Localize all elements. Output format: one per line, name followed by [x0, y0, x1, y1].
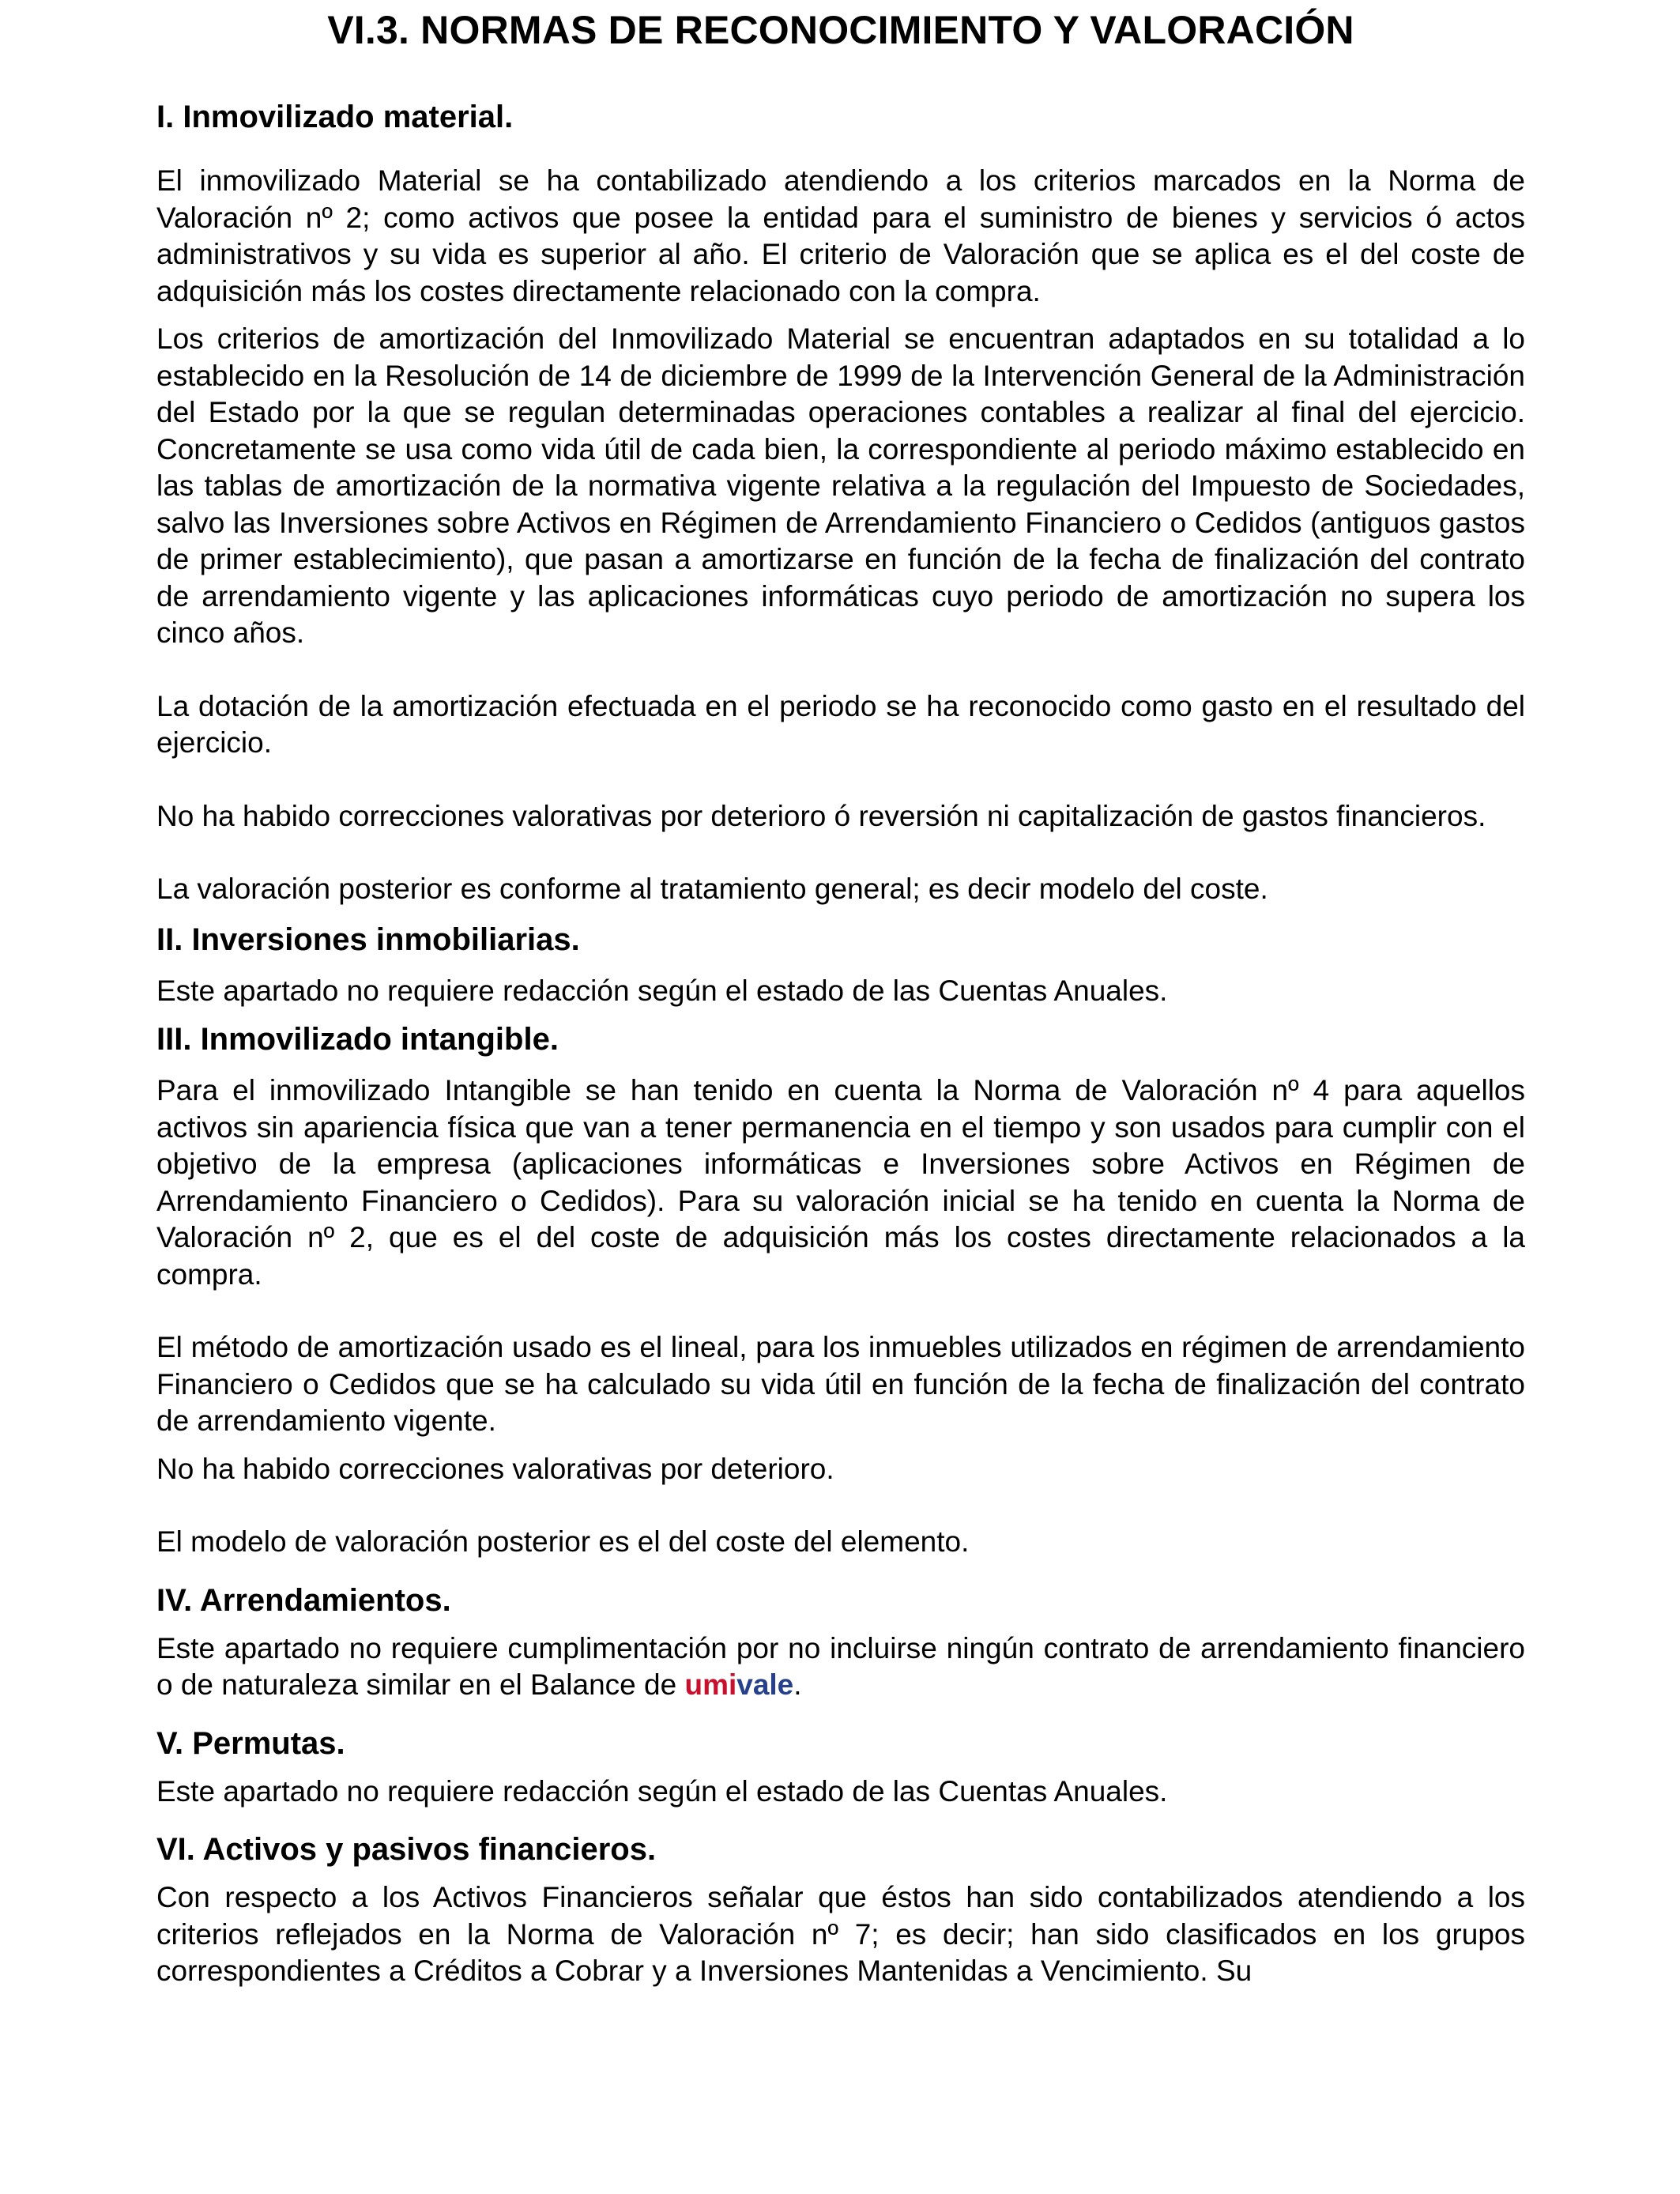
paragraph: Los criterios de amortización del Inmovilizado Material se encuentran adaptados en su totalidad a lo establecido en la Resolución de 14 de diciembre de 1999 de la Intervención General de la Administración del Estado por la que se regulan determinadas operaciones contables a realizar al final del ejercicio. Concretamente se usa como vida útil de cada bien, la correspondiente al periodo máximo establecido en las tablas de amortización de la normativa vigente relativa a la regulación del Impuesto de Sociedades, salvo las Inversiones sobre Activos en Régimen de Arrendamiento Financiero o Cedidos (antiguos gastos de primer establecimiento), que pasan a amortizarse en función de la fecha de finalización del contrato de arrendamiento vigente y las aplicaciones informáticas cuyo periodo de amortización no supera los cinco años. [156, 322, 1525, 649]
heading-permutas: V. Permutas. [156, 1725, 345, 1761]
paragraph: No ha habido correcciones valorativas por deterioro ó reversión ni capitalización de gastos financieros. [156, 799, 1486, 832]
paragraph-arrendamientos [156, 1630, 1525, 1704]
heading-inversiones-inmobiliarias: II. Inversiones inmobiliarias. [156, 922, 580, 957]
logo-umi-text: umi [684, 1668, 737, 1701]
heading-arrendamientos: IV. Arrendamientos. [156, 1582, 451, 1618]
paragraph: Con respecto a los Activos Financieros señalar que éstos han sido contabilizados atendiendo a los criterios reflejados en la Norma de Valoración nº 7; es decir; han sido clasificados en los grupos correspondientes a Créditos a Cobrar y a Inversiones Mantenidas a Vencimiento. Su [156, 1881, 1525, 1987]
umivale-logo [684, 1668, 793, 1701]
heading-inmovilizado-intangible: III. Inmovilizado intangible. [156, 1022, 559, 1057]
paragraph: La valoración posterior es conforme al tratamiento general; es decir modelo del coste. [156, 873, 1268, 905]
logo-vale-text: vale [736, 1668, 794, 1701]
paragraph-end: . [793, 1668, 802, 1701]
paragraph: Este apartado no requiere redacción según el estado de las Cuentas Anuales. [156, 1774, 1168, 1808]
document-page [156, 0, 1525, 1990]
page-title: VI.3. NORMAS DE RECONOCIMIENTO Y VALORACIÓN [327, 8, 1354, 52]
heading-activos-pasivos-financieros: VI. Activos y pasivos financieros. [156, 1832, 657, 1867]
paragraph: Este apartado no requiere redacción según el estado de las Cuentas Anuales. [156, 974, 1168, 1007]
paragraph: El modelo de valoración posterior es el del coste del elemento. [156, 1525, 970, 1558]
paragraph: El inmovilizado Material se ha contabilizado atendiendo a los criterios marcados en la Norma de Valoración nº 2; como activos que posee la entidad para el suministro de bienes y servicios ó actos administrativos y su vida es superior al año. El criterio de Valoración que se aplica es el del coste de adquisición más los costes directamente relacionado con la compra. [156, 164, 1525, 307]
paragraph: No ha habido correcciones valorativas por deterioro. [156, 1452, 834, 1485]
paragraph-text: Este apartado no requiere cumplimentación por no incluirse ningún contrato de arrendamiento financiero o de naturaleza similar en el Balance de [156, 1631, 1525, 1701]
paragraph: El método de amortización usado es el lineal, para los inmuebles utilizados en régimen de arrendamiento Financiero o Cedidos que se ha calculado su vida útil en función de la fecha de finalización del contrato de arrendamiento vigente. [156, 1331, 1525, 1437]
paragraph: Para el inmovilizado Intangible se han tenido en cuenta la Norma de Valoración nº 4 para aquellos activos sin apariencia física que van a tener permanencia en el tiempo y son usados para cumplir con el objetivo de la empresa (aplicaciones informáticas e Inversiones sobre Activos en Régimen de Arrendamiento Financiero o Cedidos). Para su valoración inicial se ha tenido en cuenta la Norma de Valoración nº 2, que es el del coste de adquisición más los costes directamente relacionados a la compra. [156, 1074, 1525, 1291]
paragraph: La dotación de la amortización efectuada en el periodo se ha reconocido como gasto en el resultado del ejercicio. [156, 689, 1525, 759]
heading-inmovilizado-material: I. Inmovilizado material. [156, 100, 514, 134]
